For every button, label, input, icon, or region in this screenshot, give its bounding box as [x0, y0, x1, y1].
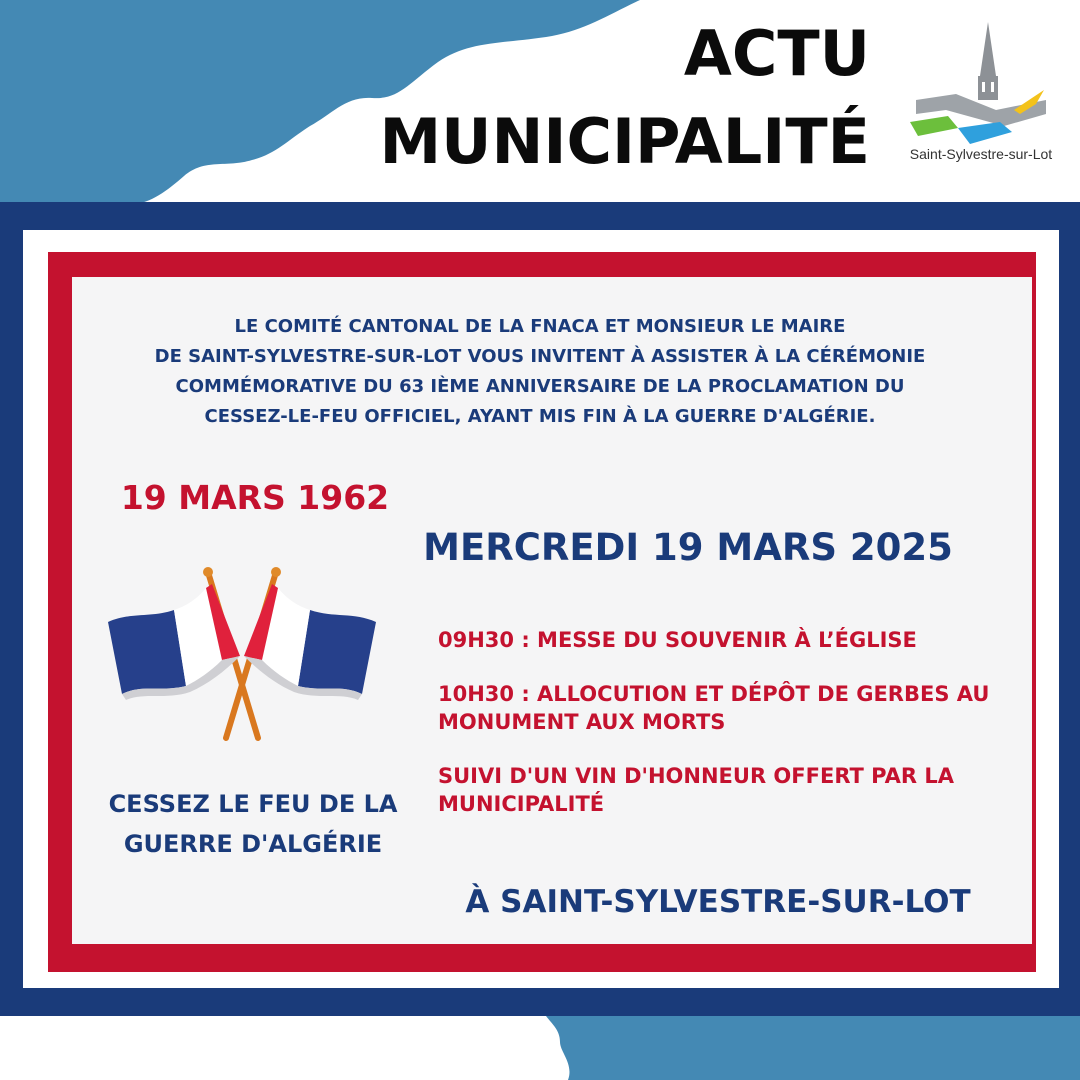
event-date: MERCREDI 19 MARS 2025 [423, 526, 953, 569]
event-schedule [438, 626, 1018, 818]
invitation-text [100, 312, 980, 432]
schedule-item: SUIVI D'UN VIN D'HONNEUR OFFERT PAR LA MUNICIPALITÉ [438, 764, 955, 816]
title-line-2: MUNICIPALITÉ [379, 105, 870, 178]
schedule-item: 10H30 : ALLOCUTION ET DÉPÔT DE GERBES AU MONUMENT AUX MORTS [438, 682, 990, 734]
caption-line: CESSEZ LE FEU DE LA [108, 790, 398, 818]
invitation-line: CESSEZ-LE-FEU OFFICIEL, AYANT MIS FIN À LA GUERRE D'ALGÉRIE. [204, 406, 876, 427]
crossed-french-flags-icon [100, 560, 384, 746]
caption-line: GUERRE D'ALGÉRIE [123, 830, 383, 858]
flags-caption [88, 784, 418, 864]
invitation-line: DE SAINT-SYLVESTRE-SUR-LOT VOUS INVITENT À ASSISTER À LA CÉRÉMONIE [154, 346, 926, 367]
historic-date: 19 MARS 1962 [120, 478, 390, 517]
event-location: À SAINT-SYLVESTRE-SUR-LOT [465, 884, 971, 920]
title-line-1: ACTU [683, 17, 870, 90]
logo-town-name: Saint-Sylvestre-sur-Lot [909, 146, 1053, 162]
bottom-right-wave [546, 1016, 1080, 1080]
schedule-item: 09H30 : MESSE DU SOUVENIR À L’ÉGLISE [438, 628, 917, 652]
invitation-line: LE COMITÉ CANTONAL DE LA FNACA ET MONSIEUR LE MAIRE [234, 316, 846, 337]
invitation-line: COMMÉMORATIVE DU 63 IÈME ANNIVERSAIRE DE LA PROCLAMATION DU [175, 376, 905, 397]
